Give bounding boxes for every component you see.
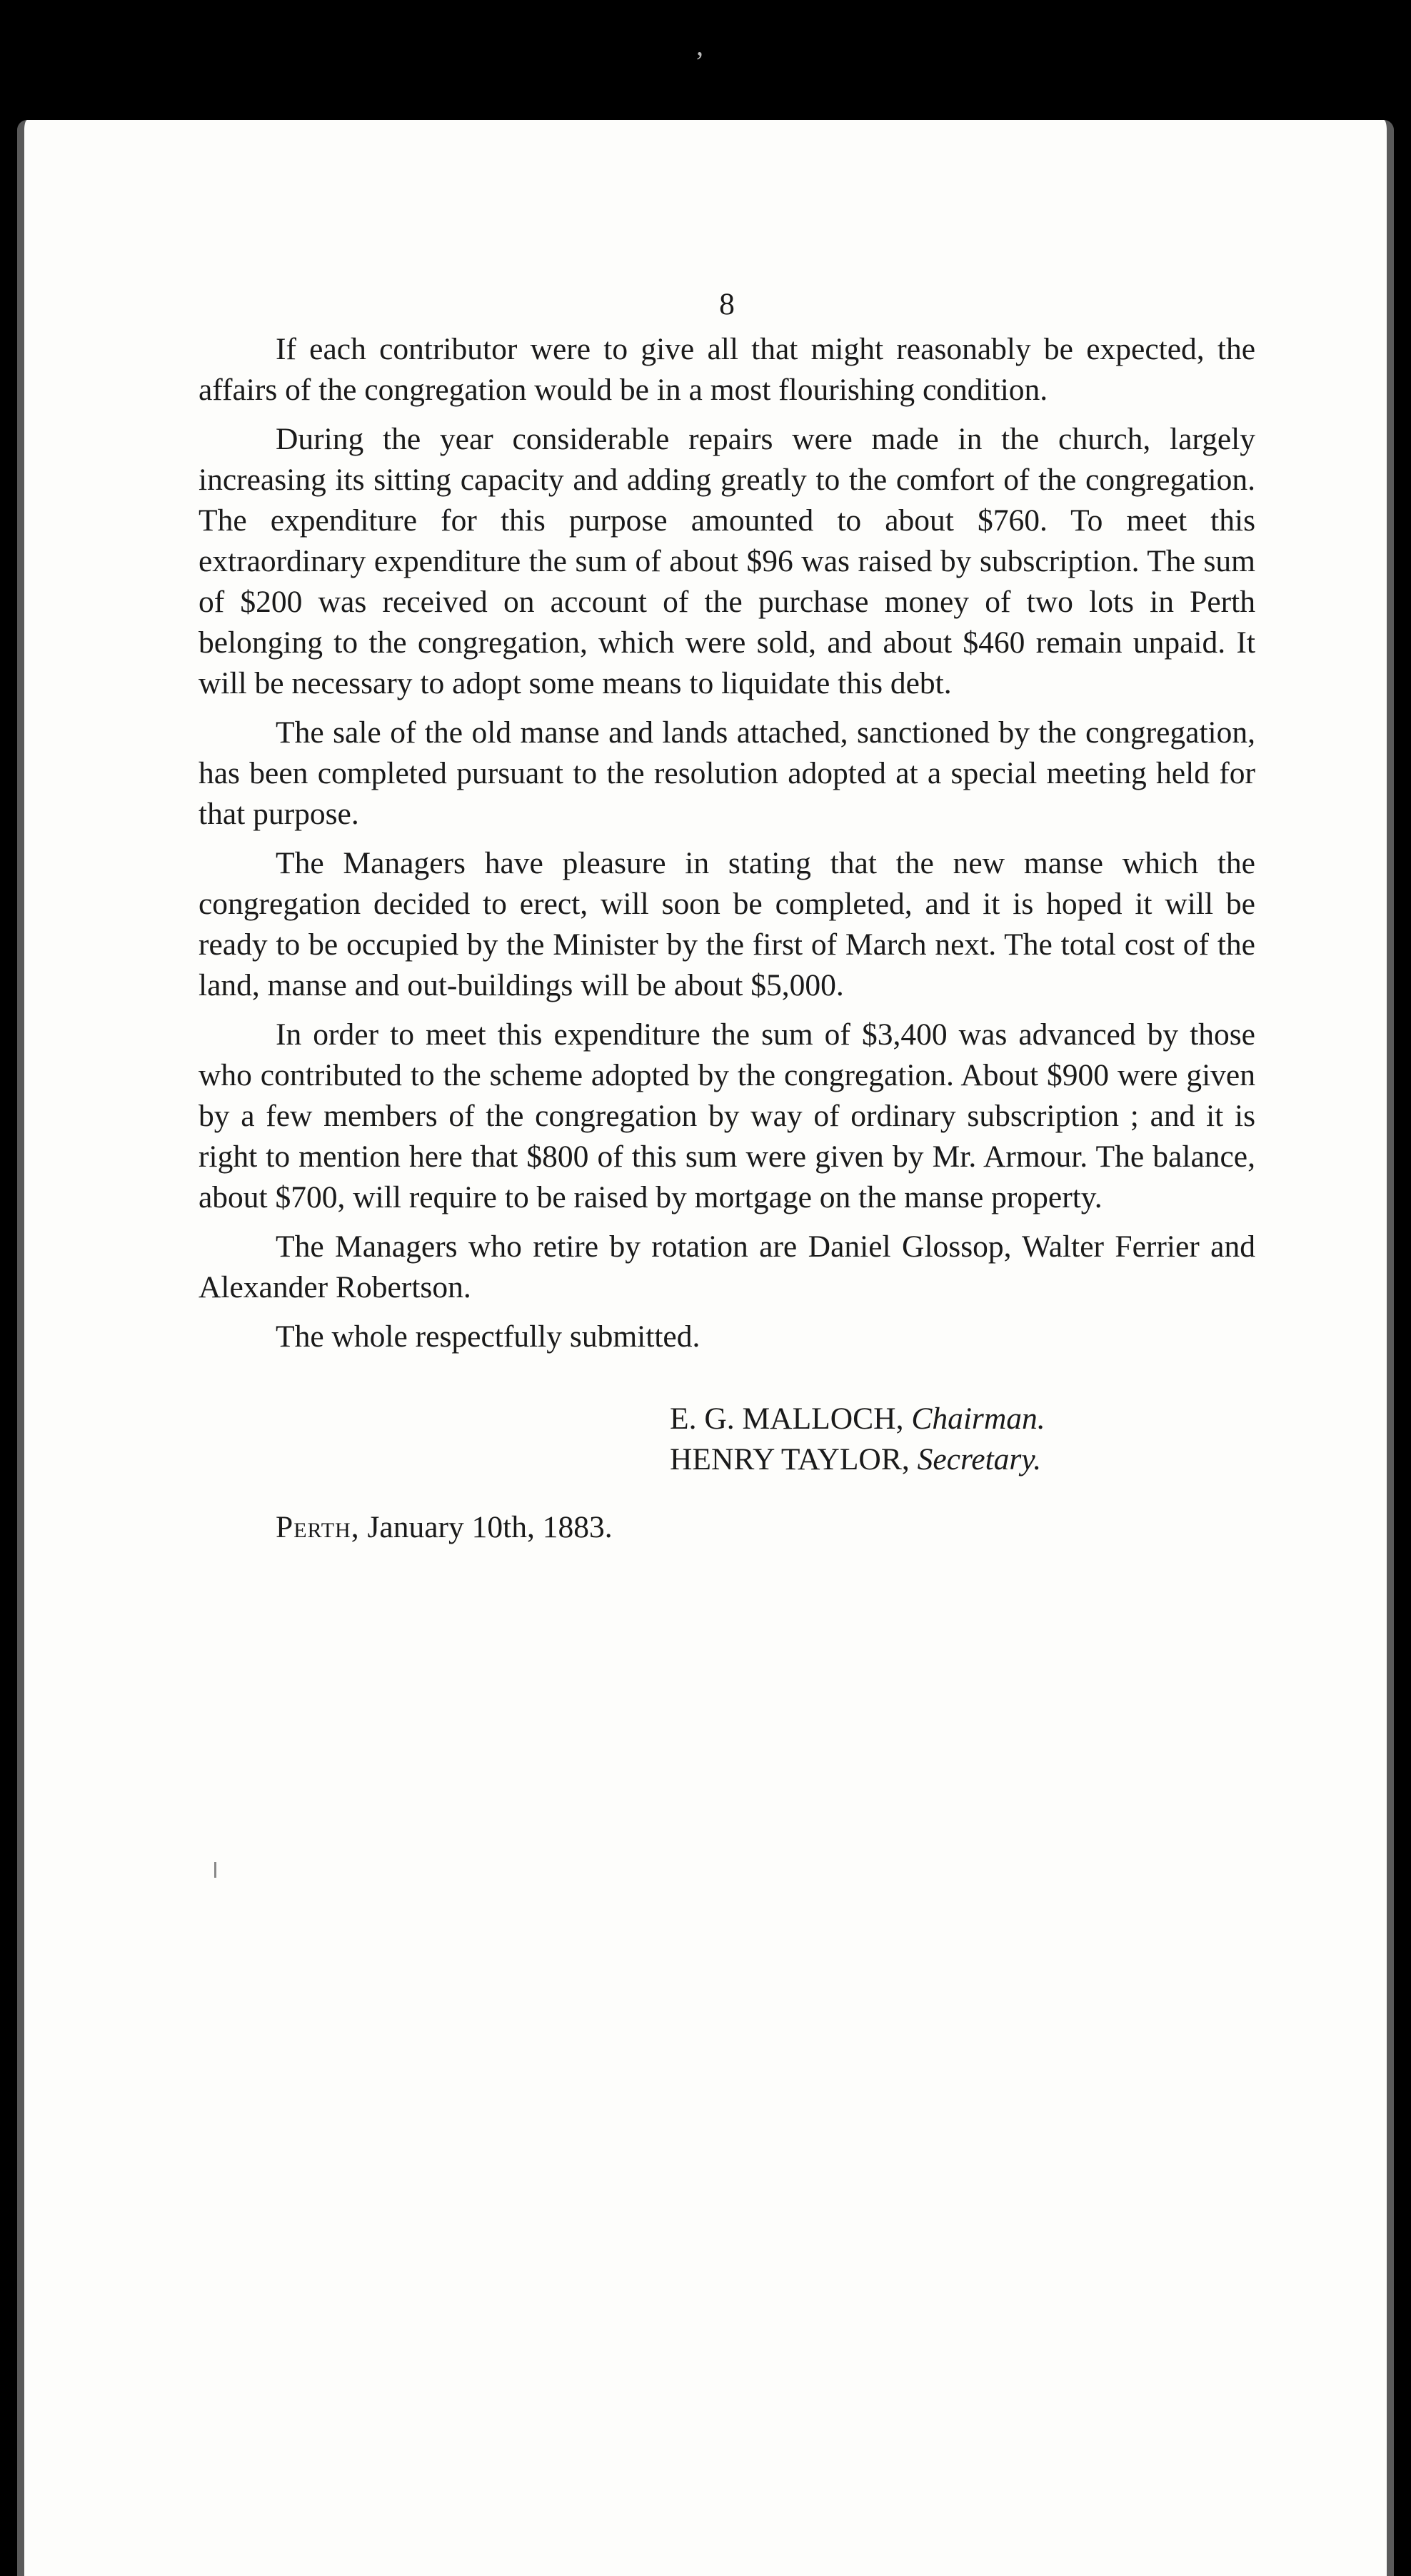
paragraph-expenditure: In order to meet this expenditure the sum of $3,400 was advanced by those who contributed to the scheme adopted by the congregation. About $900 were given by a few members of the congregation by way of ordinary subscription ; and it is right to mention here that $800 of this sum were given by Mr. Armour. The balance, about $700, will require to be raised by mortgage on the manse property. [199,1017,1255,1214]
paragraph-old-manse-sale: The sale of the old manse and lands attached, sanctioned by the congregation, has been completed pursuant to the resolution adopted at a special meeting held for that purpose. [199,715,1255,831]
page-content [199,284,1255,1548]
dateline-place: Perth, [276,1510,360,1544]
paragraph-repairs: During the year considerable repairs were made in the church, largely increasing its sitting capacity and adding greatly to the comfort of the congregation. The expenditure for this purpose amounted to about $760. To meet this extraordinary expenditure the sum of about $96 was raised by subscription. The sum of $200 was received on account of the purchase money of two lots in Perth belonging to the congregation, which were sold, and about $460 remain unpaid. It will be necessary to adopt some means to liquidate this debt. [199,422,1255,700]
signature-name: HENRY TAYLOR, [670,1442,910,1476]
document-page [17,120,1394,2576]
signature-role: Secretary. [917,1442,1042,1476]
signature-role: Chairman. [911,1402,1045,1436]
signature-secretary [670,1439,1255,1480]
paragraph-new-manse: The Managers have pleasure in stating that the new manse which the congregation decided to erect, will soon be completed, and it is hoped it will be ready to be occupied by the Minister by the first of March next. The total cost of the land, manse and out-buildings will be about $5,000. [199,846,1255,1002]
scan-speck: , [696,29,703,61]
scan-border-top [0,0,1411,121]
dateline [199,1507,1255,1548]
signature-block [199,1399,1255,1480]
paragraph-contributors: If each contributor were to give all that might reasonably be expected, the affairs of the congregation would be in a most flourishing condition. [199,332,1255,407]
paragraph-closing: The whole respectfully submitted. [276,1319,701,1354]
dateline-date: January 10th, 1883. [367,1510,613,1544]
page-number: 8 [719,287,735,321]
signature-name: E. G. MALLOCH, [670,1402,904,1436]
scan-speck-mark [214,1862,216,1878]
paragraph-retiring-managers: The Managers who retire by rotation are Daniel Glossop, Walter Ferrier and Alexander Robertson. [199,1229,1255,1304]
signature-chairman [670,1399,1255,1439]
